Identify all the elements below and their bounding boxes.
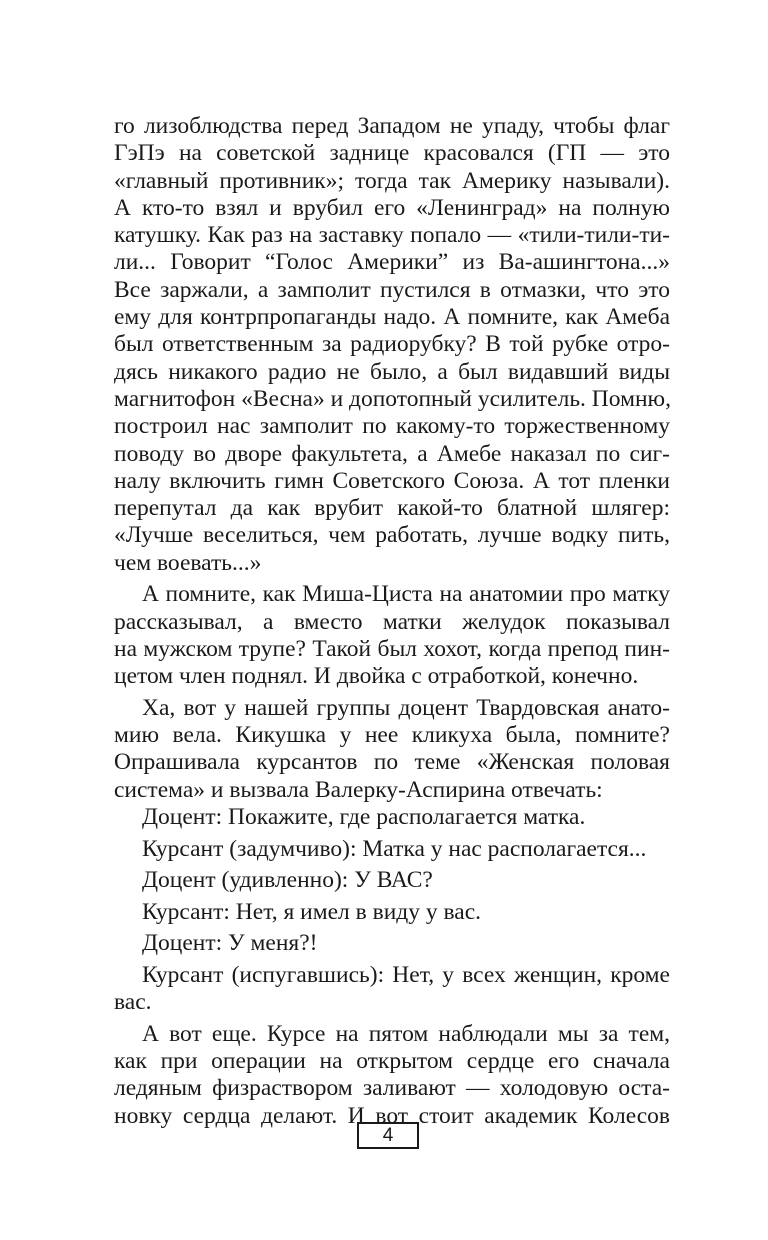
text-line: ему для контрпропаганды надо. А помните, как Амеба [114, 304, 670, 331]
paragraph [114, 113, 670, 577]
text-line: ГэПэ на советской заднице красовался (ГП — это [114, 140, 670, 167]
text-line: Курсант: Нет, я имел в виду у вас. [142, 898, 481, 925]
text-line: ледяным физраствором заливают — холодовую оста- [114, 1075, 670, 1102]
paragraph [114, 962, 670, 1017]
paragraph [114, 930, 670, 957]
text-line: «Лучше веселиться, чем работать, лучше водку пить, [114, 522, 670, 549]
text-line: «главный противник»; тогда так Америку называли). [114, 167, 670, 194]
text-line: ли... Говорит “Голос Америки” из Ва-ашингтона...» [114, 249, 670, 276]
paragraph [114, 836, 670, 863]
text-line: Доцент (удивленно): У ВАС? [142, 867, 433, 894]
text-line: был ответственным за радиорубку? В той рубке отро- [114, 331, 670, 358]
text-line: Доцент: Покажите, где располагается матка. [142, 804, 586, 831]
text-line: го лизоблюдства перед Западом не упаду, чтобы флаг [114, 113, 670, 139]
paragraph [114, 1021, 670, 1130]
text-line: поводу во дворе факультета, а Амебе наказал по сиг- [114, 440, 670, 467]
text-line: Опрашивала курсантов по теме «Женская половая [114, 749, 670, 776]
text-line: магнитофон «Весна» и допотопный усилитель. Помню, [114, 385, 671, 412]
paragraph [114, 695, 670, 804]
text-line: вас. [114, 989, 152, 1016]
text-line: чем воевать...» [114, 549, 262, 576]
text-line: налу включить гимн Советского Союза. А тот пленки [114, 467, 670, 494]
text-line: Курсант (испугавшись): Нет, у всех женщин, кроме [142, 961, 670, 988]
text-line: как при операции на открытом сердце его сначала [114, 1048, 670, 1075]
page-number: 4 [382, 1125, 394, 1146]
text-line: система» и вызвала Валерку-Аспирина отвечать: [114, 776, 603, 803]
text-line: катушку. Как раз на заставку попало — «тили-тили-ти- [114, 222, 670, 249]
paragraph [114, 804, 670, 831]
text-line: мию вела. Кикушка у нее кликуха была, помните? [114, 722, 670, 749]
text-line: Доцент: У меня?! [142, 930, 318, 957]
text-line: построил нас замполит по какому-то торжественному [114, 413, 670, 440]
text-line: перепутал да как врубит какой-то блатной шлягер: [114, 495, 670, 522]
text-line: А помните, как Миша-Циста на анатомии про матку [142, 581, 670, 608]
text-line: цетом член поднял. И двойка с отработкой, конечно. [114, 663, 639, 690]
paragraph [114, 581, 670, 690]
text-line: на мужском трупе? Такой был хохот, когда препод пин- [114, 635, 670, 662]
text-line: Ха, вот у нашей группы доцент Твардовская анато- [142, 694, 670, 721]
text-line: А кто-то взял и врубил его «Ленинград» на полную [114, 194, 670, 221]
text-line: Курсант (задумчиво): Матка у нас располагается... [142, 835, 647, 862]
text-line: дясь никакого радио не было, а был видавший виды [114, 358, 670, 385]
paragraph [114, 867, 670, 894]
text-line: А вот еще. Курсе на пятом наблюдали мы за тем, [142, 1020, 670, 1047]
page-body-text [114, 113, 670, 1130]
text-line: новку сердца делают. И вот стоит академик Колесов [114, 1102, 670, 1129]
paragraph [114, 899, 670, 926]
text-line: Все заржали, а замполит пустился в отмазки, что это [114, 276, 670, 303]
page-number-box [357, 1122, 419, 1149]
text-line: рассказывал, а вместо матки желудок показывал [114, 608, 670, 635]
